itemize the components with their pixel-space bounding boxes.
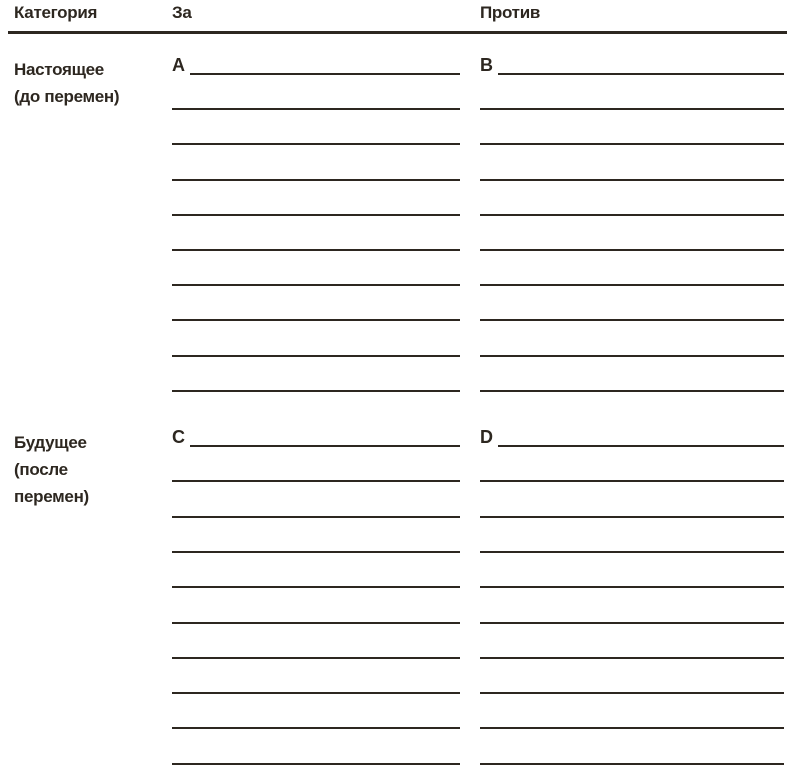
writing-line	[172, 657, 460, 659]
writing-line	[172, 108, 460, 110]
writing-line	[172, 692, 460, 694]
cell-letter-c: C	[172, 427, 185, 447]
writing-line	[172, 143, 460, 145]
writing-line	[172, 319, 460, 321]
writing-line	[172, 179, 460, 181]
cell-letter-b: B	[480, 55, 493, 75]
writing-line	[172, 355, 460, 357]
writing-line	[498, 73, 784, 75]
writing-line	[172, 516, 460, 518]
writing-line	[172, 214, 460, 216]
writing-line	[172, 249, 460, 251]
writing-line	[480, 657, 784, 659]
writing-line	[480, 727, 784, 729]
cell-letter-a: A	[172, 55, 185, 75]
writing-line	[498, 445, 784, 447]
row-label-line: перемен)	[14, 487, 89, 506]
writing-line	[172, 551, 460, 553]
row-label-line: Будущее	[14, 433, 87, 452]
writing-line	[480, 551, 784, 553]
writing-line	[172, 480, 460, 482]
row-label-line: Настоящее	[14, 60, 104, 79]
row-label-line: (после	[14, 460, 68, 479]
cell-letter-d: D	[480, 427, 493, 447]
writing-line	[172, 586, 460, 588]
writing-line	[480, 108, 784, 110]
writing-line	[190, 73, 460, 75]
row-label-present	[14, 56, 119, 110]
header-rule	[8, 31, 787, 34]
column-header-cons: Против	[480, 3, 540, 22]
writing-line	[480, 692, 784, 694]
writing-line	[172, 622, 460, 624]
writing-line	[480, 179, 784, 181]
writing-line	[172, 390, 460, 392]
writing-line	[480, 516, 784, 518]
writing-line	[172, 763, 460, 765]
writing-line	[190, 445, 460, 447]
column-header-category: Категория	[14, 3, 98, 22]
row-label-line: (до перемен)	[14, 87, 120, 106]
writing-line	[480, 143, 784, 145]
writing-line	[480, 214, 784, 216]
writing-line	[480, 249, 784, 251]
row-label-future	[14, 429, 89, 510]
writing-line	[480, 355, 784, 357]
writing-line	[480, 622, 784, 624]
writing-line	[172, 727, 460, 729]
writing-line	[480, 480, 784, 482]
writing-line	[480, 763, 784, 765]
column-header-pros: За	[172, 3, 192, 22]
writing-line	[480, 319, 784, 321]
writing-line	[480, 390, 784, 392]
writing-line	[480, 284, 784, 286]
writing-line	[480, 586, 784, 588]
writing-line	[172, 284, 460, 286]
